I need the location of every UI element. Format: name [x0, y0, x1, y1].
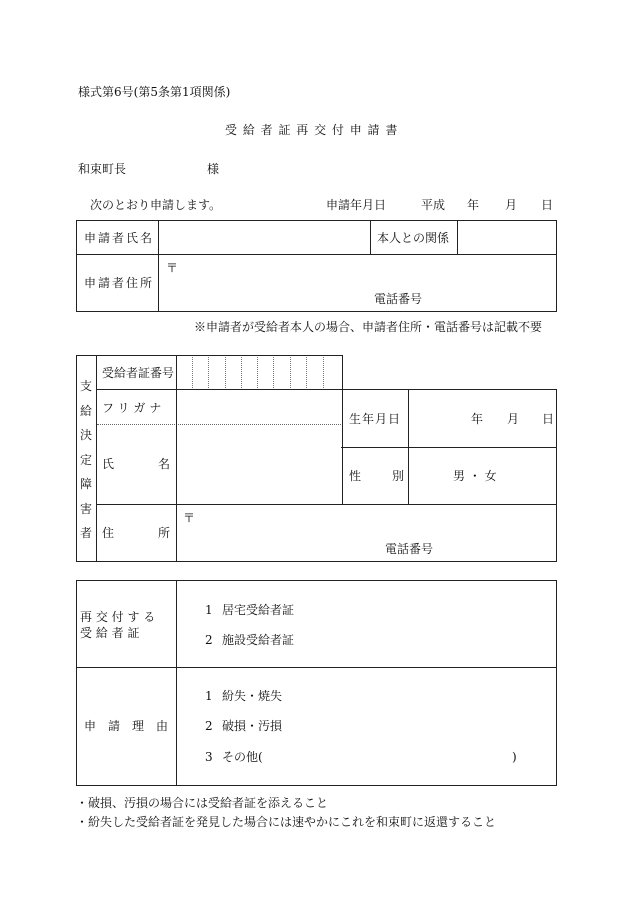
- footnote: ・破損、汚損の場合には受給者証を添えること: [76, 796, 329, 810]
- relation-label: 本人との関係: [377, 231, 450, 245]
- cert-number-label: 受給者証番号: [102, 366, 175, 380]
- address-label-b: 所: [158, 526, 171, 540]
- option-number: 2: [205, 633, 213, 647]
- date-year: 年: [467, 198, 480, 212]
- form-number: 様式第6号(第5条第1項関係): [78, 85, 231, 99]
- furigana-label: フリガナ: [102, 401, 166, 415]
- option-text[interactable]: 破損・汚損: [222, 719, 283, 733]
- recipient-postal-mark: 〒: [183, 511, 196, 525]
- applicant-name-label: 申請者氏名: [84, 231, 155, 245]
- option-text[interactable]: 施設受給者証: [222, 633, 295, 647]
- applicant-note: ※申請者が受給者本人の場合、申請者住所・電話番号は記載不要: [194, 320, 543, 334]
- honorific: 様: [207, 162, 220, 176]
- reissue-target-label-2: 受 給 者 証: [80, 626, 140, 640]
- reason-label: 申 請 理 由: [84, 719, 169, 733]
- recipient-phone-label: 電話番号: [385, 542, 434, 556]
- relation-field[interactable]: [458, 221, 555, 254]
- cert-number-field[interactable]: [177, 356, 341, 389]
- recipient-name-field[interactable]: [177, 425, 341, 503]
- other-close-paren: ): [512, 750, 517, 764]
- date-era: 平成: [421, 198, 446, 212]
- addressee: 和束町長: [78, 162, 127, 176]
- furigana-field[interactable]: [177, 390, 341, 423]
- intro-text: 次のとおり申請します。: [90, 198, 222, 212]
- option-number: 3: [205, 750, 213, 764]
- name-label-a: 氏: [102, 457, 115, 471]
- recipient-address-field[interactable]: [177, 505, 555, 560]
- birth-month: 月: [507, 412, 520, 426]
- reissue-target-label-1: 再 交 付 す る: [80, 610, 156, 624]
- birth-year: 年: [471, 412, 484, 426]
- birth-date-field[interactable]: [409, 390, 555, 446]
- applicant-phone-label: 電話番号: [374, 292, 423, 306]
- footnote: ・紛失した受給者証を発見した場合には速やかにこれを和束町に返還すること: [76, 815, 497, 829]
- date-month: 月: [505, 198, 518, 212]
- birth-label: 生年月日: [349, 412, 402, 426]
- address-label-a: 住: [102, 526, 115, 540]
- applicant-address-field[interactable]: [159, 255, 555, 310]
- recipient-side-label: 支 給 決 定 障 害 者: [79, 379, 92, 540]
- other-reason-field[interactable]: [272, 746, 508, 766]
- option-number: 1: [205, 689, 213, 703]
- option-number: 1: [205, 603, 213, 617]
- page-title: 受 給 者 証 再 交 付 申 請 書: [225, 123, 399, 137]
- gender-label-a: 性: [349, 469, 362, 483]
- gender-label-b: 別: [392, 469, 405, 483]
- date-day: 日: [541, 198, 554, 212]
- date-label: 申請年月日: [326, 198, 387, 212]
- gender-options[interactable]: 男 ・ 女: [453, 469, 497, 483]
- applicant-name-field[interactable]: [159, 221, 369, 254]
- postal-mark: 〒: [166, 261, 179, 275]
- name-label-b: 名: [158, 457, 171, 471]
- option-number: 2: [205, 719, 213, 733]
- applicant-address-label: 申請者住所: [84, 276, 155, 290]
- birth-day: 日: [542, 412, 555, 426]
- option-text[interactable]: 居宅受給者証: [222, 603, 295, 617]
- option-text[interactable]: その他(: [222, 750, 263, 764]
- option-text[interactable]: 紛失・焼失: [222, 689, 283, 703]
